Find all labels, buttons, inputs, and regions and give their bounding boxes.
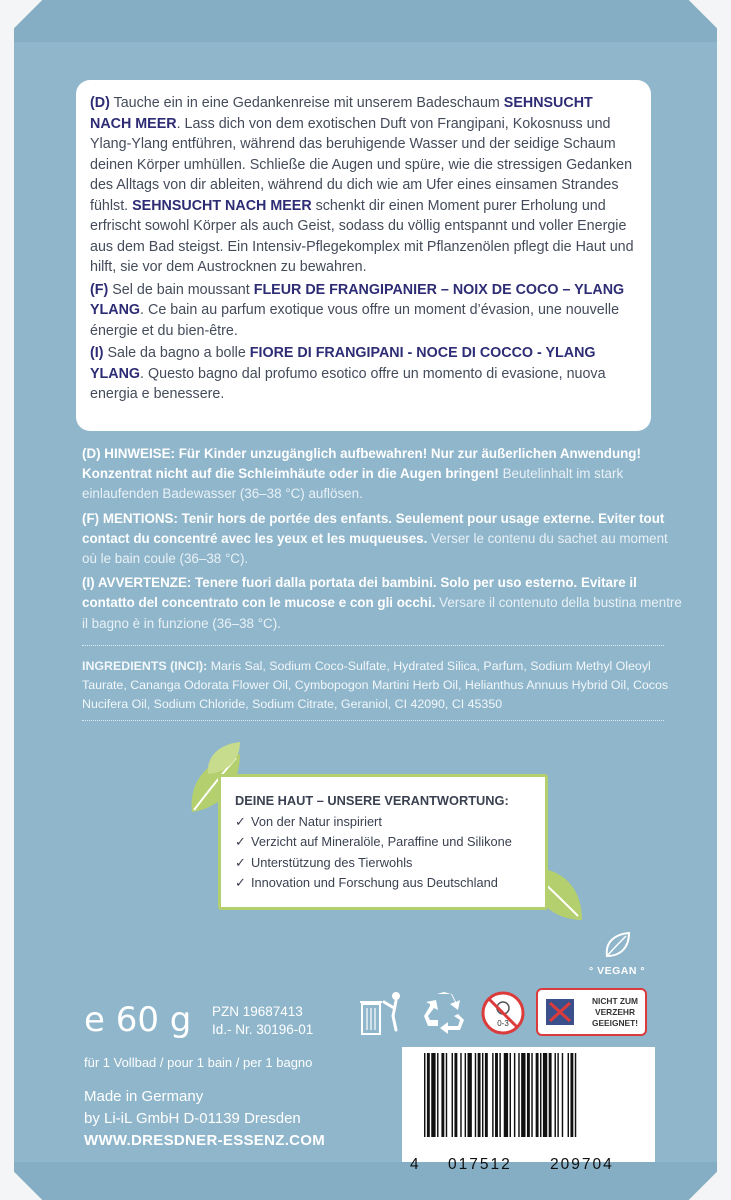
top-crimp-seal [14, 0, 717, 42]
ingredients-list [82, 657, 672, 714]
barcode-bar [465, 1053, 466, 1137]
description-german [90, 93, 637, 278]
care-item-label: Unterstützung des Tierwohls [251, 854, 413, 870]
id-number: Id.- Nr. 30196-01 [212, 1022, 314, 1037]
barcode-bar [499, 1053, 500, 1137]
description-french [90, 280, 637, 342]
product-name-highlight: SEHNSUCHT NACH MEER [132, 197, 312, 214]
language-label-fr: (F) [90, 281, 109, 298]
product-name-highlight: SEHNSUCHT NACH MEER [90, 95, 593, 132]
estimated-sign-icon: e [84, 1000, 105, 1040]
product-name-highlight: FLEUR DE FRANGIPANIER – NOIX DE COCO – YLANG YLANG [90, 281, 625, 318]
language-label-it: (I) [90, 345, 104, 361]
description-text: . Questo bagno dal profumo esotico offre un momento di evasione, nuova energia e benessere. [90, 365, 606, 402]
barcode-bar [446, 1053, 447, 1137]
warning-instruction-text: Versare il contenuto della bustina mentre il bagno è in funzione (36–38 °C). [82, 595, 682, 631]
description-text: Sel de bain moussant [108, 281, 254, 298]
description-italian [90, 343, 637, 405]
barcode-bar [514, 1053, 515, 1137]
description-text: Sale da bagno a bolle [103, 345, 250, 361]
not-edible-icon [542, 995, 578, 1029]
check-icon: ✓ [235, 834, 246, 849]
portion-info: für 1 Vollbad / pour 1 bain / per 1 bagno [84, 1055, 313, 1070]
barcode-bar [531, 1053, 532, 1137]
care-title: DEINE HAUT – UNSERE VERANTWORTUNG: [235, 793, 509, 808]
barcode-bar [557, 1053, 558, 1137]
barcode-bar [454, 1053, 457, 1137]
warning-italian [82, 573, 682, 634]
barcode-bar [475, 1053, 476, 1137]
barcode-bar [549, 1053, 552, 1137]
made-in: Made in Germany [84, 1088, 204, 1105]
barcode-digit-group: 4 [410, 1156, 419, 1173]
barcode-bar [555, 1053, 556, 1137]
dispose-in-bin-icon [360, 990, 406, 1038]
barcode-bar [492, 1053, 493, 1137]
product-name-highlight: FIORE DI FRANGIPANI - NOCE DI COCCO - YLANG YLANG [90, 345, 596, 382]
barcode-bar [460, 1053, 461, 1137]
divider [82, 720, 664, 721]
no-eat-line: VERZEHR [594, 1007, 636, 1017]
barcode-bar [568, 1053, 569, 1137]
barcode-bar [495, 1053, 498, 1137]
company-address: by Li-iL GmbH D-01139 Dresden [84, 1110, 301, 1127]
care-item-label: Innovation und Forschung aus Deutschland [251, 875, 498, 890]
recycle-icon [420, 990, 468, 1036]
warnings-section [82, 444, 682, 638]
warning-bold-text: (F) MENTIONS: Tenir hors de portée des enfants. Seulement pour usage externe. Eviter tout contact du concentré avec les yeux et les muqueuses. [82, 510, 665, 546]
care-item-label: Von der Natur inspiriert [251, 813, 382, 829]
no-eat-line: NICHT ZUM [591, 996, 639, 1006]
vegan-label: ° VEGAN ° [588, 965, 646, 977]
ingredients-label: INGREDIENTS (INCI): [82, 659, 208, 673]
care-item [235, 812, 535, 833]
barcode-bar [510, 1053, 511, 1137]
barcode-bar [543, 1053, 547, 1137]
check-icon: ✓ [235, 813, 246, 829]
vegan-badge [584, 930, 650, 977]
barcode-bar [570, 1053, 573, 1137]
barcode-digit-group: 209704 [550, 1156, 614, 1173]
website: WWW.DRESDNER-ESSENZ.COM [84, 1132, 326, 1149]
care-item [235, 853, 535, 874]
not-for-consumption-badge [536, 988, 647, 1036]
warning-instruction-text: Verser le contenu du sachet au moment où le bain coule (36–38 °C). [82, 530, 668, 567]
ingredients-text: Maris Sal, Sodium Coco-Sulfate, Hydrated Silica, Parfum, Sodium Methyl Oleoyl Taurate, Cananga Odorata Flower Oil, Cymbopogon Martini Herb Oil, Helianthus Annuus Hybrid Oil, Cocos Nucifera Oil, Sodium Chloride, Sodium Citrate, Geraniol, CI 42090, CI 45350 [82, 659, 669, 711]
description-text: Tauche ein in eine Gedankenreise mit unserem Badeschaum [109, 95, 504, 111]
product-codes [212, 1003, 313, 1039]
divider [82, 645, 664, 646]
sachet-back [14, 0, 717, 1200]
barcode-bar [431, 1053, 435, 1137]
barcode-bar [437, 1053, 438, 1137]
description-text: . Ce bain au parfum exotique vous offre un moment d’évasion, une nouvelle énergie et du bien-être. [90, 302, 620, 339]
not-for-consumption-text [584, 996, 646, 1029]
barcode-bar [562, 1053, 563, 1137]
barcode-bar [527, 1053, 530, 1137]
warning-bold-text: (D) HINWEISE: Für Kinder unzugänglich aufbewahren! Nur zur äußerlichen Anwendung! Konzentrat nicht auf die Schleimhäute oder in die Augen bringen! [82, 446, 641, 482]
leaf-icon [602, 930, 632, 960]
leaf-decoration-icon [204, 738, 244, 778]
barcode-bar [441, 1053, 444, 1137]
barcode-bar [518, 1053, 519, 1137]
check-icon: ✓ [235, 854, 246, 870]
net-weight [84, 1000, 191, 1040]
barcode-bar [536, 1053, 539, 1137]
weight-value: 60 g [115, 1000, 192, 1040]
description-text: schenkt dir einen Moment purer Erholung und erfrischt sowohl Körper als auch Geist, sodass du völlig entspannt und voller Energie aus dem Bad steigst. Ein Intensiv-Pflegekomplex mit Pflanzenölen pflegt die Haut und hilft, sie vor dem Austrocknen zu bewahren. [90, 197, 634, 275]
warning-german [82, 444, 682, 505]
barcode-bar [452, 1053, 453, 1137]
care-item-label: Verzicht auf Mineralöle, Paraffine und Silikone [251, 834, 512, 849]
description-text: . Lass dich von dem exotischen Duft von Frangipani, Kokosnuss und Ylang-Ylang entführen, während das beruhigende Wasser und der seidige Schaum deinen Körper umhüllen. Schließe die Augen und spüre, wie die stressigen Gedanken des Alltags von dir ableiten, während du dich wie am Ufer eines einsamen Strandes fühlst. [90, 115, 633, 214]
warning-instruction-text: Beutelinhalt im stark einlaufenden Badewasser (36–38 °C) auflösen. [82, 466, 624, 502]
no-eat-line: GEEIGNET! [591, 1018, 639, 1028]
barcode-bar [521, 1053, 525, 1137]
care-item [235, 873, 535, 894]
barcode-bar [540, 1053, 541, 1137]
barcode-bar [424, 1053, 425, 1137]
age-label: 0-3 [497, 1019, 509, 1028]
barcode-digit-group: 017512 [448, 1156, 512, 1173]
manufacturer-info [84, 1086, 325, 1152]
care-item [235, 832, 535, 853]
barcode-bar [427, 1053, 430, 1137]
warning-bold-text: (I) AVVERTENZE: Tenere fuori dalla portata dei bambini. Solo per uso esterno. Evitare il contatto del concentrato con le mucose e con gli occhi. [82, 575, 637, 611]
barcode-bar [482, 1053, 483, 1137]
barcode-bar [504, 1053, 508, 1137]
skin-care-promise-box [218, 774, 548, 910]
pzn-code: PZN 19687413 [212, 1004, 303, 1019]
barcode-bar [468, 1053, 472, 1137]
check-icon: ✓ [235, 875, 246, 890]
barcode-bar [485, 1053, 488, 1137]
barcode [402, 1047, 655, 1173]
warning-french [82, 509, 682, 570]
barcode-bar [478, 1053, 481, 1137]
barcode-bars [424, 1053, 646, 1137]
not-for-children-0-3-icon [480, 990, 526, 1036]
product-description-box [76, 80, 651, 431]
language-label-de: (D) [90, 95, 110, 111]
barcode-bar [575, 1053, 576, 1137]
